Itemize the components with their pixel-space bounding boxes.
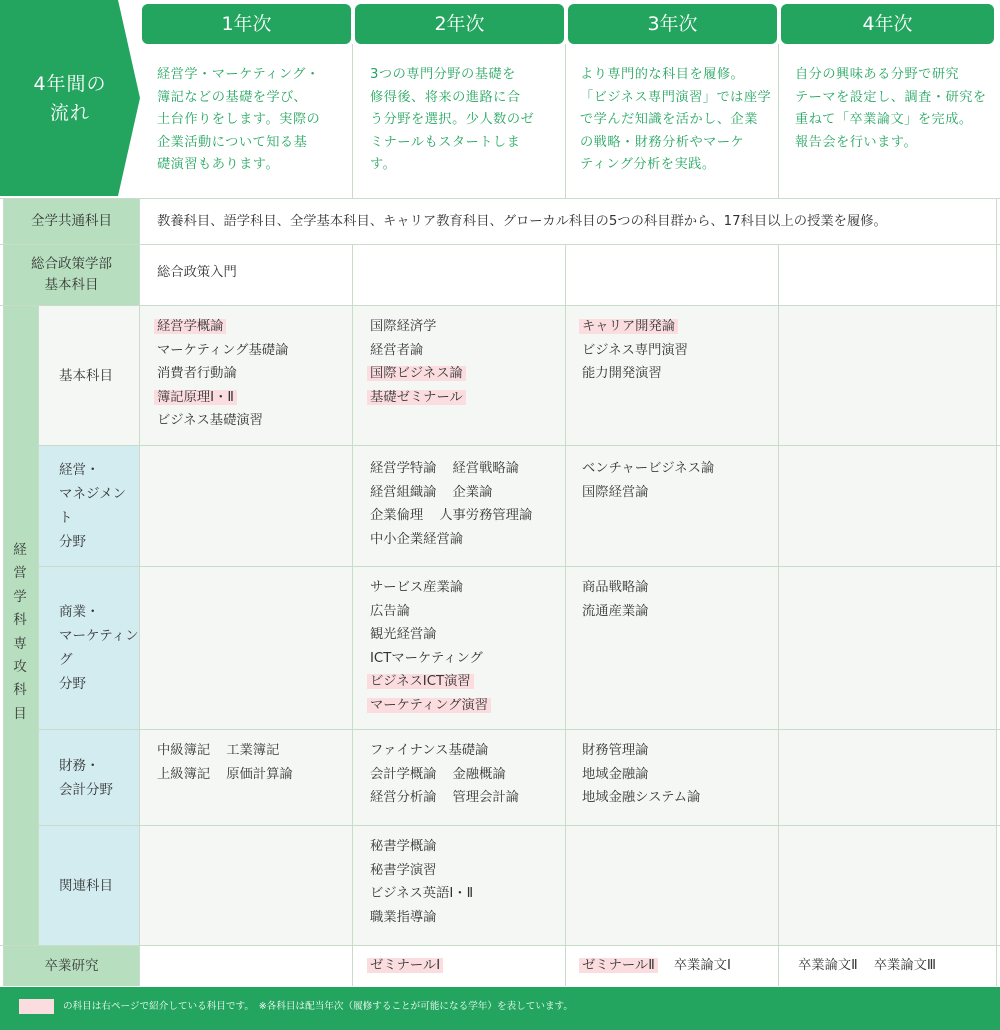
list-item: 経営分析論 管理会計論 xyxy=(370,790,519,805)
list-item: 商品戦略論 xyxy=(582,580,649,595)
list-item: ゼミナールⅠ xyxy=(370,954,443,978)
list-item: サービス産業論 xyxy=(370,580,464,595)
divider xyxy=(565,245,566,986)
highlight-legend-swatch xyxy=(19,999,54,1014)
divider xyxy=(38,445,1000,446)
management-year3-cell xyxy=(582,457,714,504)
list-item: 経営学特論 経営戦略論 xyxy=(370,461,519,476)
year-3-description: より専門的な科目を履修。 「ビジネス専門演習」では座学 で学んだ知識を活かし、企業 の戦略・財務分析やマーケ ティング分析を実践。 xyxy=(580,67,772,172)
list-item: 卒業論文Ⅱ 卒業論文Ⅲ xyxy=(798,958,937,973)
graduation-year2-cell xyxy=(370,954,443,978)
list-item: 簿記原理Ⅰ・Ⅱ xyxy=(157,386,288,410)
list-item: マーケティング演習 xyxy=(370,694,491,718)
list-item: 上級簿記 原価計算論 xyxy=(157,766,293,782)
graduation-year3-cell xyxy=(582,954,731,978)
list-item: 消費者行動論 xyxy=(157,366,237,381)
finance-year2-cell xyxy=(370,739,519,810)
divider xyxy=(352,44,353,198)
flow-title xyxy=(10,70,130,128)
list-item: 能力開発演習 xyxy=(582,366,662,381)
list-item: マーケティング基礎論 xyxy=(157,342,289,358)
finance-year1-cell xyxy=(157,739,293,786)
list-item: 会計学概論 金融概論 xyxy=(370,766,506,782)
year-header-1: 1年次 xyxy=(142,4,351,44)
flow-title-line2: 流れ xyxy=(49,102,90,124)
row-label-basic: 基本科目 xyxy=(59,367,113,384)
management-year2-cell xyxy=(370,457,532,551)
row-label-related: 関連科目 xyxy=(59,877,113,894)
divider xyxy=(0,198,1000,199)
basic-year1-cell xyxy=(157,315,288,433)
divider xyxy=(0,244,1000,245)
list-item: ICTマーケティング xyxy=(370,650,483,666)
list-item: 地域金融システム論 xyxy=(582,790,701,805)
divider xyxy=(139,198,140,986)
divider xyxy=(565,44,566,198)
divider xyxy=(0,945,1000,946)
row-label-common: 全学共通科目 xyxy=(31,213,112,229)
year-header-2: 2年次 xyxy=(355,4,564,44)
finance-year3-cell xyxy=(582,739,700,810)
footer-note: の科目は右ページで紹介している科目です。 ※各科目は配当年次（履修することが可能になる学年）を表しています。 xyxy=(63,1001,573,1012)
list-item: ファイナンス基礎論 xyxy=(370,743,489,758)
list-item: キャリア開発論 xyxy=(582,315,688,339)
related-year2-cell xyxy=(370,835,473,929)
flow-title-line1: 4年間の xyxy=(33,73,107,95)
list-item: 地域金融論 xyxy=(582,766,649,782)
basic-year2-cell xyxy=(370,315,466,409)
list-item: 中級簿記 工業簿記 xyxy=(157,743,280,758)
year-header-3: 3年次 xyxy=(568,4,777,44)
list-item: 秘書学概論 xyxy=(370,839,437,854)
list-item: 基礎ゼミナール xyxy=(370,386,466,410)
list-item: ビジネス英語Ⅰ・Ⅱ xyxy=(370,886,474,901)
list-item: 国際ビジネス論 xyxy=(370,362,466,386)
list-item: ゼミナールⅡ 卒業論文Ⅰ xyxy=(582,954,731,978)
list-item: ビジネス専門演習 xyxy=(582,342,688,358)
row-label-graduation: 卒業研究 xyxy=(44,957,99,974)
divider xyxy=(38,566,1000,567)
list-item: ベンチャービジネス論 xyxy=(582,461,715,476)
list-item: 広告論 xyxy=(370,603,410,619)
divider xyxy=(38,825,1000,826)
list-item: 企業倫理 人事労務管理論 xyxy=(370,508,533,523)
list-item: 財務管理論 xyxy=(582,743,649,758)
list-item: 中小企業経営論 xyxy=(370,531,464,547)
row-label-faculty: 総合政策学部 基本科目 xyxy=(31,256,112,293)
list-item: 秘書学演習 xyxy=(370,862,437,878)
row-label-management: 経営・ マネジメント 分野 xyxy=(59,462,127,550)
row-label-finance: 財務・ 会計分野 xyxy=(59,757,113,798)
divider xyxy=(3,198,4,986)
year-header-4: 4年次 xyxy=(781,4,994,44)
divider xyxy=(0,305,1000,306)
list-item: 経営組織論 企業論 xyxy=(370,484,493,500)
list-item: 国際経営論 xyxy=(582,484,649,500)
list-item: 国際経済学 xyxy=(370,319,437,334)
year-1-description: 経営学・マーケティング・ 簿記などの基礎を学び、 土台作りをします。実際の 企業活動について知る基 礎演習もあります。 xyxy=(157,67,321,172)
common-subjects-text: 教養科目、語学科目、全学基本科目、キャリア教育科目、グローカル科目の5つの科目群から、17科目以上の授業を履修。 xyxy=(157,214,887,229)
major-label-vertical: 経 営 学 科 専 攻 科 目 xyxy=(13,542,27,722)
marketing-year2-cell xyxy=(370,576,491,717)
list-item: 観光経営論 xyxy=(370,627,437,642)
graduation-year4-cell xyxy=(798,954,936,978)
divider xyxy=(778,245,779,986)
divider xyxy=(996,198,997,986)
row-label-marketing: 商業・ マーケティング 分野 xyxy=(59,604,139,692)
list-item: ビジネスICT演習 xyxy=(370,670,491,694)
list-item: 経営者論 xyxy=(370,342,424,358)
basic-year3-cell xyxy=(582,315,688,386)
list-item: 総合政策入門 xyxy=(157,265,237,280)
faculty-year1-cell xyxy=(157,261,237,285)
divider xyxy=(778,44,779,198)
list-item: 職業指導論 xyxy=(370,909,437,925)
divider xyxy=(38,729,1000,730)
list-item: 流通産業論 xyxy=(582,603,649,619)
marketing-year3-cell xyxy=(582,576,648,623)
year-2-description: 3つの専門分野の基礎を 修得後、将来の進路に合 う分野を選択。少人数のゼ ミナールもスタートしま す。 xyxy=(370,67,535,172)
year-4-description: 自分の興味ある分野で研究 テーマを設定し、調査・研究を 重ねて「卒業論文」を完成。 報告会を行います。 xyxy=(795,67,987,150)
list-item: 経営学概論 xyxy=(157,315,288,339)
list-item: ビジネス基礎演習 xyxy=(157,413,263,428)
divider xyxy=(352,245,353,986)
